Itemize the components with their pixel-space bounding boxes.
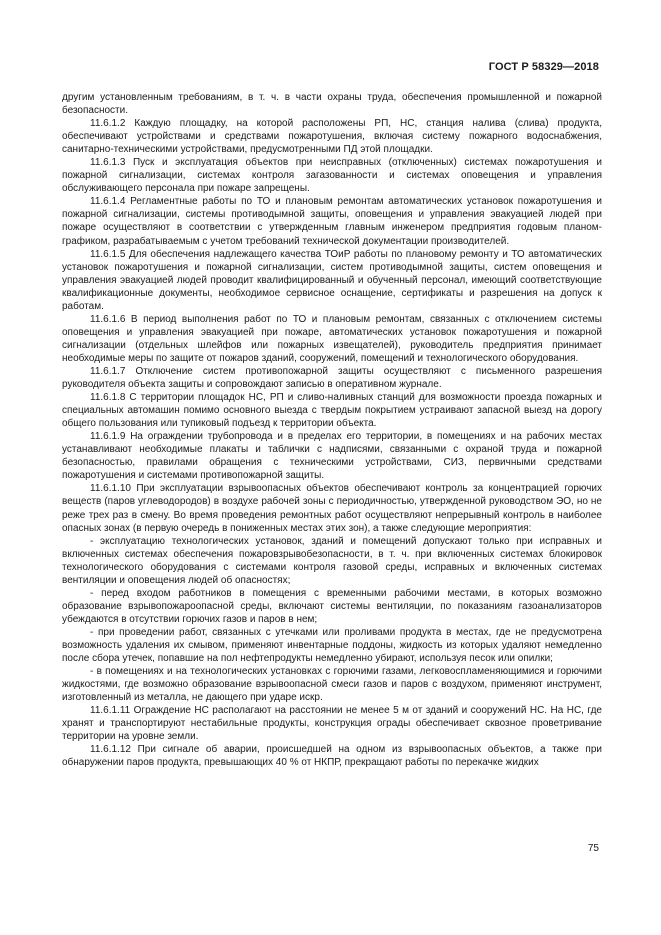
paragraph: 11.6.1.11 Ограждение НС располагают на расстоянии не менее 5 м от зданий и сооружений НС. На НС, где хранят и транспортируют нестабильные продукты, конструкция ограды обеспечивает сквозное проветривание территории на уровне земли.: [62, 705, 602, 743]
list-item: - эксплуатацию технологических установок, зданий и помещений допускают только при исправных и включенных системах обеспечения пожаровзрывобезопасности, в т. ч. при включенных системах блокировок технологического оборудования с системами контроля газовой среды, исправных и включенных системах вентиляции и оповещения людей об опасностях;: [62, 535, 602, 586]
page-number: 75: [587, 843, 599, 854]
paragraph: 11.6.1.12 При сигнале об аварии, происшедшей на одном из взрывоопасных объектов, а также при обнаружении паров продукта, превышающих 40 % от НКПР, прекращают работы по перекачке жидких: [62, 744, 602, 769]
list-item: - перед входом работников в помещения с временными рабочими местами, в которых возможно образование взрывопожароопасной среды, включают системы вентиляции, по показаниям газоанализаторов убеждаются в отсутствии горючих газов и паров в нем;: [62, 587, 602, 625]
paragraph: 11.6.1.8 С территории площадок НС, РП и сливо-наливных станций для возможности проезда пожарных и специальных автомашин помимо основного выезда с твердым покрытием устраивают запасной выезд на дорогу общего пользования или тупиковый подъезд к территории объекта.: [62, 392, 602, 430]
paragraph: 11.6.1.5 Для обеспечения надлежащего качества ТОиР работы по плановому ремонту и ТО автоматических установок пожаротушения и пожарной сигнализации, систем противодымной защиты, систем оповещения и управления эвакуацией людей проводит квалифицированный и обученный персонал, имеющий соответствующие квалификационные документы, необходимое сервисное оснащение, сертификаты и разрешения на допуск к работам.: [62, 248, 602, 312]
paragraph: 11.6.1.7 Отключение систем противопожарной защиты осуществляют с письменного разрешения руководителя объекта защиты и сопровождают записью в оперативном журнале.: [62, 365, 602, 391]
paragraph: 11.6.1.4 Регламентные работы по ТО и плановым ремонтам автоматических установок пожаротушения и пожарной сигнализации, системы противодымной защиты, оповещения и управления эвакуацией людей при пожаре осуществляют в соответствии с утвержденным главным инженером предприятия годовым планом-графиком, разрабатываемым с учетом требований технической документации производителей.: [62, 196, 602, 247]
paragraph: 11.6.1.2 Каждую площадку, на которой расположены РП, НС, станция налива (слива) продукта, обеспечивают устройствами и средствами пожаротушения, включая систему пожарного водоснабжения, санитарно-техническими устройствами, предусмотренными ПД этой площадки.: [62, 118, 602, 156]
paragraph: 11.6.1.9 На ограждении трубопровода и в пределах его территории, в помещениях и на рабочих местах устанавливают необходимые плакаты и таблички с надписями, связанными с охраной труда и пожарной безопасностью, правилами обращения с техническими устройствами, СИЗ, первичными средствами пожаротушения и системами противопожарной защиты.: [62, 431, 602, 482]
list-item: - при проведении работ, связанных с утечками или проливами продукта в местах, где не предусмотрена возможность удаления их смывом, применяют инвентарные поддоны, жидкость из которых удаляют немедленно после сбора утечек, попавшие на пол нефтепродукты немедленно убирают, используя песок или опилки;: [62, 626, 602, 665]
standard-header: ГОСТ Р 58329—2018: [488, 61, 599, 73]
paragraph: 11.6.1.10 При эксплуатации взрывоопасных объектов обеспечивают контроль за концентрацией горючих веществ (паров углеводородов) в воздухе рабочей зоны с периодичностью, утвержденной руководством ЭО, но не реже трех раз в смену. Во время проведения ремонтных работ осуществляют непрерывный контроль в наиболее опасных зонах (в первую очередь в пониженных местах этих зон), а также следующие мероприятия:: [62, 483, 602, 534]
paragraph: другим установленным требованиям, в т. ч. в части охраны труда, обеспечения промышленной и пожарной безопасности.: [62, 92, 602, 117]
document-body: [62, 91, 602, 769]
list-item: - в помещениях и на технологических установках с горючими газами, легковоспламеняющимися и горючими жидкостями, где возможно образование взрывоопасной смеси газов и паров с воздухом, применяют инструмент, изготовленный из металла, не дающего при ударе искр.: [62, 666, 602, 704]
paragraph: 11.6.1.6 В период выполнения работ по ТО и плановым ремонтам, связанных с отключением системы оповещения и управления эвакуацией при пожаре, автоматических установок пожаротушения и пожарной сигнализации (отдельных шлейфов или пожарных извещателей), руководитель предприятия принимает необходимые меры по защите от пожаров зданий, сооружений, помещений и технологического оборудования.: [62, 313, 602, 364]
paragraph: 11.6.1.3 Пуск и эксплуатация объектов при неисправных (отключенных) системах пожаротушения и пожарной сигнализации, системах контроля загазованности и системах оповещения и управления обслуживающего персонала при пожаре запрещены.: [62, 157, 602, 195]
